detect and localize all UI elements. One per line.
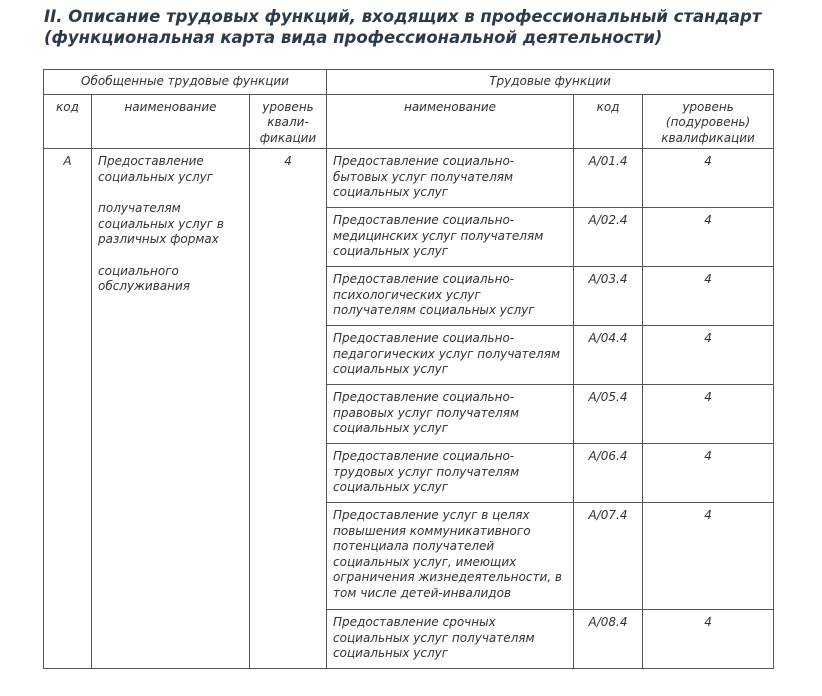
function-level: 4 [643, 503, 774, 610]
function-code: А/01.4 [574, 149, 643, 208]
function-level: 4 [643, 385, 774, 444]
function-level: 4 [643, 149, 774, 208]
function-level: 4 [643, 326, 774, 385]
function-code: А/05.4 [574, 385, 643, 444]
group-header-row [44, 70, 774, 95]
header-gen-level: уровень квали-фикации [250, 94, 327, 149]
function-name: Предоставление срочных социальных услуг получателям социальных услуг [327, 610, 574, 669]
function-code: А/03.4 [574, 267, 643, 326]
function-name: Предоставление социально-медицинских услуг получателям социальных услуг [327, 208, 574, 267]
gen-function-code: А [44, 149, 92, 669]
gen-function-name-part: получателям социальных услуг в различных формах [98, 201, 224, 246]
function-name: Предоставление социально-правовых услуг получателям социальных услуг [327, 385, 574, 444]
function-code: А/06.4 [574, 444, 643, 503]
header-fn-code: код [574, 94, 643, 149]
function-code: А/08.4 [574, 610, 643, 669]
function-name: Предоставление услуг в целях повышения коммуникативного потенциала получателей социальных услуг, имеющих ограничения жизнедеятельности, в том числе детей-инвалидов [327, 503, 574, 610]
function-name: Предоставление социально-бытовых услуг получателям социальных услуг [327, 149, 574, 208]
function-code: А/07.4 [574, 503, 643, 610]
header-labor-functions: Трудовые функции [327, 70, 774, 95]
function-code: А/04.4 [574, 326, 643, 385]
gen-function-name-part: Предоставление социальных услуг [98, 154, 214, 184]
gen-function-level: 4 [250, 149, 327, 669]
function-level: 4 [643, 444, 774, 503]
header-gen-name: наименование [92, 94, 250, 149]
function-code: А/02.4 [574, 208, 643, 267]
function-level: 4 [643, 610, 774, 669]
functional-map-table [43, 69, 774, 669]
gen-function-name-part: социального обслуживания [98, 263, 191, 293]
function-level: 4 [643, 267, 774, 326]
header-generalized-functions: Обобщенные трудовые функции [44, 70, 327, 95]
function-name: Предоставление социально-педагогических услуг получателям социальных услуг [327, 326, 574, 385]
gen-function-name [92, 149, 250, 669]
function-name: Предоставление социально-трудовых услуг получателям социальных услуг [327, 444, 574, 503]
header-fn-level: уровень (подуровень) квалификации [643, 94, 774, 149]
header-fn-name: наименование [327, 94, 574, 149]
table-row [44, 149, 774, 208]
function-name: Предоставление социально-психологических услуг получателям социальных услуг [327, 267, 574, 326]
section-title: II. Описание трудовых функций, входящих в профессиональный стандарт (функциональная карта вида профессиональной деятельности) [44, 7, 762, 47]
header-gen-code: код [44, 94, 92, 149]
column-header-row [44, 94, 774, 149]
function-level: 4 [643, 208, 774, 267]
